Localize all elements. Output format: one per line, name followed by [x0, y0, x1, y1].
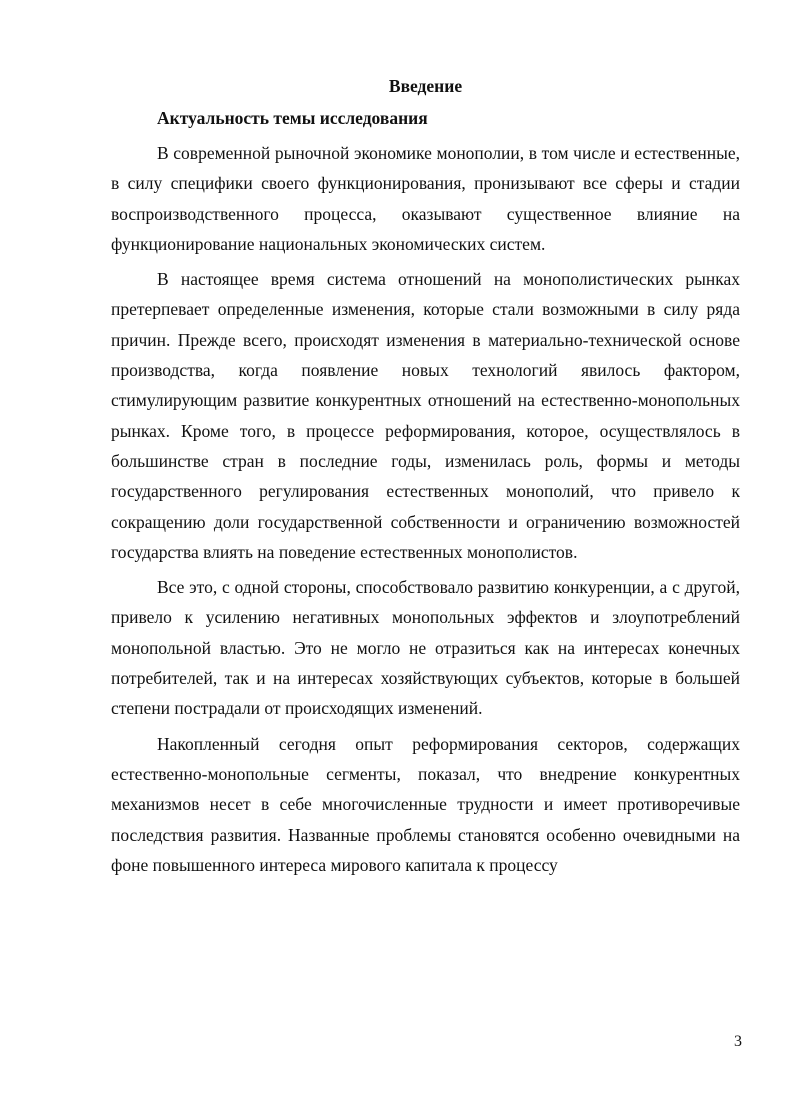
section-heading: Актуальность темы исследования	[157, 108, 428, 128]
paragraph-4: Накопленный сегодня опыт реформирования секторов, содержащих естественно-монопольные сегменты, показал, что внедрение конкурентных механизмов несет в себе многочисленные трудности и имеет противоречивые последствия развития. Названные проблемы становятся особенно очевидными на фоне повышенного интереса мирового капитала к процессу	[111, 733, 740, 875]
page-content	[111, 74, 740, 885]
paragraph-2: В настоящее время система отношений на монополистических рынках претерпевает определенные изменения, которые стали возможными в силу ряда причин. Прежде всего, происходят изменения в материально-технической основе производства, когда появление новых технологий явилось фактором, стимулирующим развитие конкурентных отношений на естественно-монопольных рынках. Кроме того, в процессе реформирования, которое, осуществлялось в большинстве стран в последние годы, изменилась роль, формы и методы государственного регулирования естественных монополий, что привело к сокращению доли государственной собственности и ограничению возможностей государства влиять на поведение естественных монополистов.	[111, 269, 740, 562]
page-title: Введение	[388, 76, 463, 96]
paragraph-3: Все это, с одной стороны, способствовало развитию конкуренции, а с другой, привело к усилению негативных монопольных эффектов и злоупотреблений монопольной властью. Это не могло не отразиться как на интересах конечных потребителей, так и на интересах хозяйствующих субъектов, которые в большей степени пострадали от происходящих изменений.	[111, 577, 740, 719]
paragraph-1: В современной рыночной экономике монополии, в том числе и естественные, в силу специфики своего функционирования, пронизывают все сферы и стадии воспроизводственного процесса, оказывают существенное влияние на функционирование национальных экономических систем.	[111, 143, 740, 254]
page-number: 3	[734, 1033, 742, 1050]
